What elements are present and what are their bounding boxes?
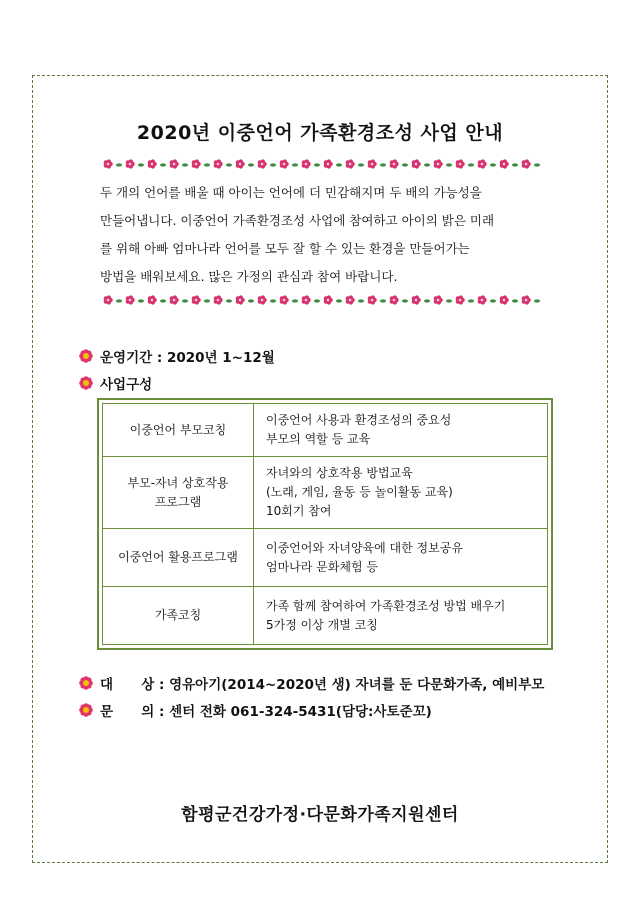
program-table [97, 398, 553, 650]
flower-garland-icon [100, 157, 540, 171]
inquiry-label: 문 의 : [100, 704, 165, 720]
intro-line: 두 개의 언어를 배울 때 아이는 언어에 더 민감해지며 두 배의 가능성을 [100, 185, 482, 200]
period-row [78, 346, 275, 366]
flower-garland-icon [100, 293, 540, 307]
flower-star-icon [78, 348, 94, 364]
inquiry-value: 센터 전화 061-324-5431(담당:사토준꼬) [169, 704, 432, 720]
target-value: 영유아기(2014~2020년 생) 자녀를 둔 다문화가족, 예비부모 [169, 677, 545, 693]
program-name: 이중언어 활용프로그램 [103, 529, 254, 587]
organization-name: 함평군건강가정·다문화가족지원센터 [181, 805, 459, 825]
table-row [103, 404, 548, 457]
inquiry-row [78, 700, 432, 720]
intro-line: 를 위해 아빠 엄마나라 언어를 모두 잘 할 수 있는 환경을 만들어가는 [100, 241, 470, 256]
table-row [103, 529, 548, 587]
period-label: 운영기간 : [100, 350, 163, 366]
intro-line: 만들어냅니다. 이중언어 가족환경조성 사업에 참여하고 아이의 밝은 미래 [100, 213, 495, 228]
flower-star-icon [78, 702, 94, 718]
program-details: 가족 함께 참여하여 가족환경조성 방법 배우기 5가정 이상 개별 코칭 [254, 587, 548, 645]
table-row [103, 457, 548, 529]
program-name: 가족코칭 [103, 587, 254, 645]
composition-label: 사업구성 [100, 377, 153, 393]
target-row [78, 673, 544, 693]
period-value: 2020년 1~12월 [166, 350, 275, 366]
flower-star-icon [78, 675, 94, 691]
intro-text [100, 179, 542, 291]
program-name: 부모-자녀 상호작용 프로그램 [103, 457, 254, 529]
program-name: 이중언어 부모코칭 [103, 404, 254, 457]
intro-line: 방법을 배워보세요. 많은 가정의 관심과 참여 바랍니다. [100, 269, 398, 284]
program-details: 이중언어 사용과 환경조성의 중요성 부모의 역할 등 교육 [254, 404, 548, 457]
table-row [103, 587, 548, 645]
program-details: 이중언어와 자녀양육에 대한 정보공유 엄마나라 문화체험 등 [254, 529, 548, 587]
page-title: 2020년 이중언어 가족환경조성 사업 안내 [136, 122, 504, 144]
flower-star-icon [78, 375, 94, 391]
target-label: 대 상 : [100, 677, 165, 693]
program-details: 자녀와의 상호작용 방법교육 (노래, 게임, 율동 등 놀이활동 교육) 10회기 참여 [254, 457, 548, 529]
composition-row [78, 373, 152, 393]
